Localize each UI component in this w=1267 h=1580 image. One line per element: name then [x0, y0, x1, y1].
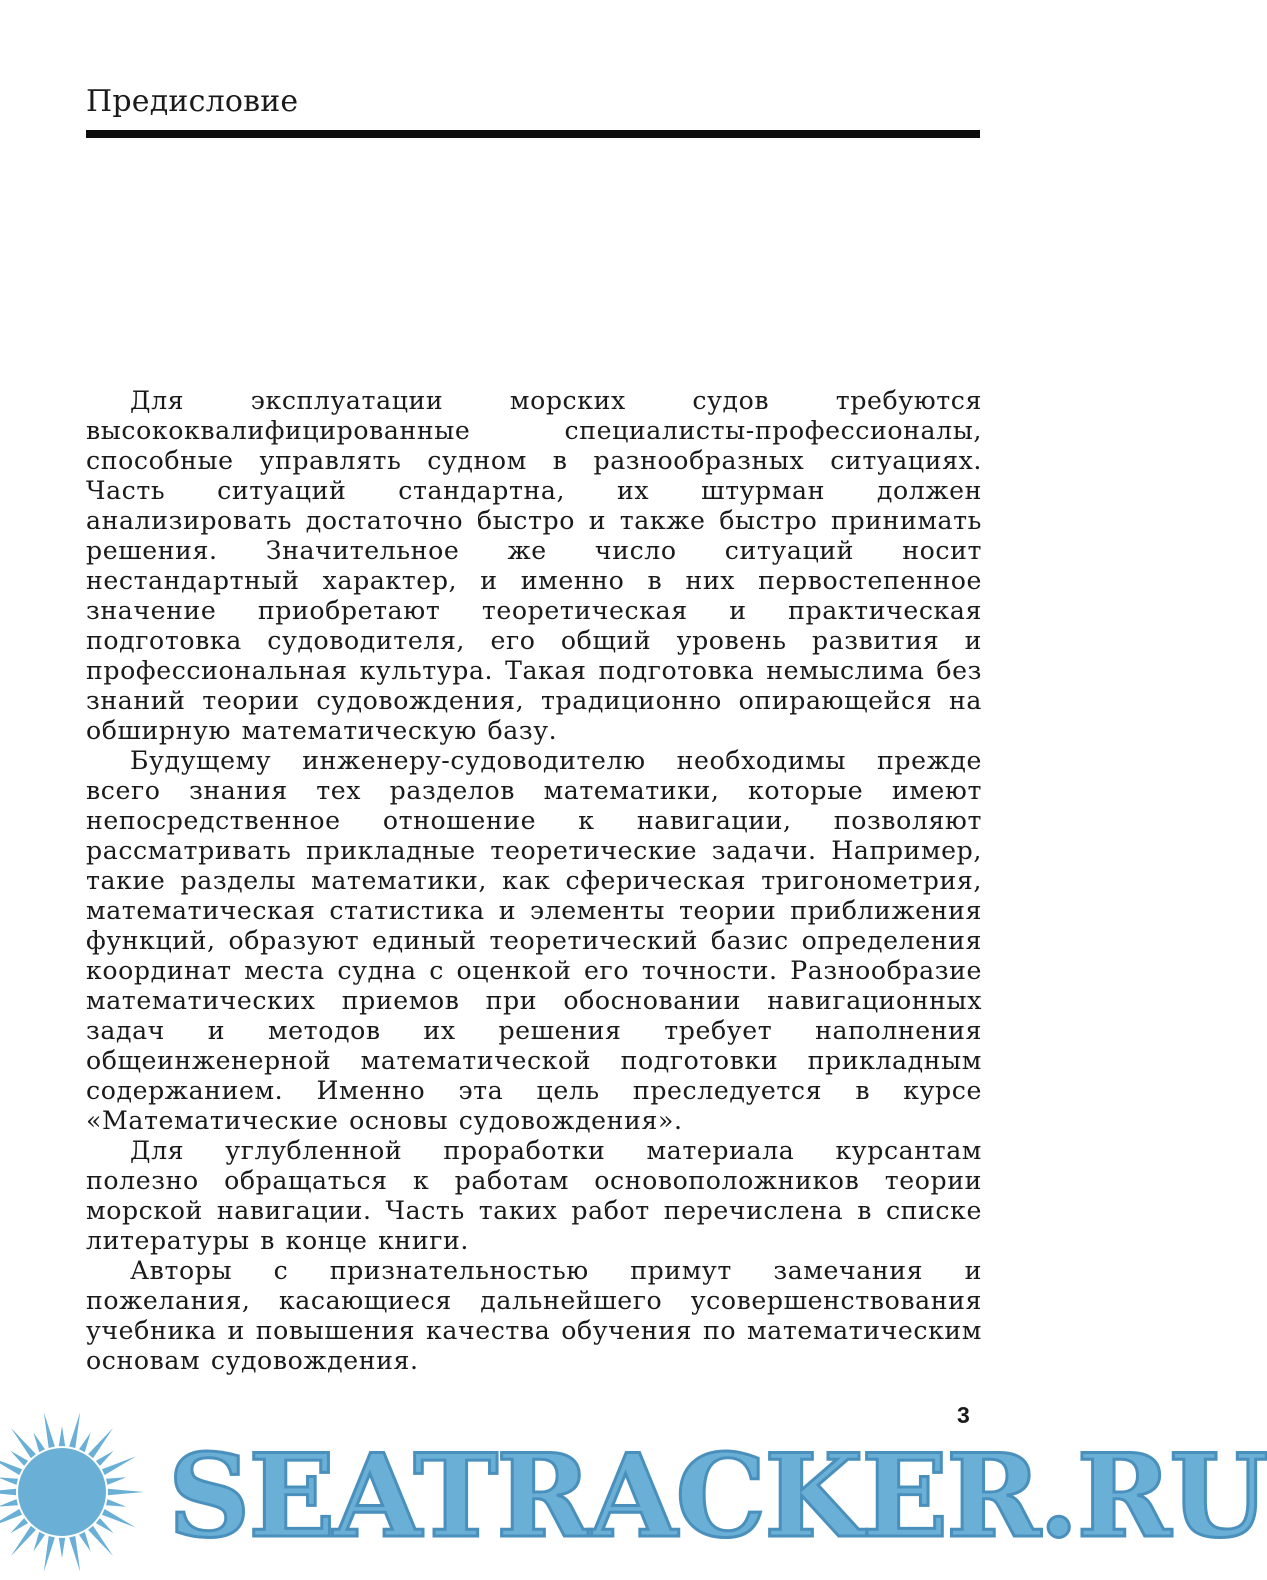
- paragraph-3: Для углубленной проработки материала курсантам полезно обращаться к работам основоположников теории морской навигации. Часть таких работ перечислена в списке литературы в конце книги.: [86, 1136, 982, 1255]
- sun-ray: [59, 1538, 65, 1558]
- sun-ray: [10, 1451, 28, 1466]
- sun-ray: [69, 1412, 80, 1448]
- sun-ray: [106, 1477, 126, 1485]
- sun-ray: [79, 1433, 91, 1453]
- sun-ray: [59, 1426, 65, 1446]
- sun-ray: [0, 1499, 18, 1507]
- sun-ray: [96, 1518, 114, 1533]
- page-title: Предисловие: [86, 84, 299, 119]
- sun-ray: [44, 1412, 55, 1448]
- sun-ray: [108, 1489, 144, 1495]
- preface-body: [86, 386, 982, 1376]
- sun-ray: [102, 1509, 136, 1528]
- sun-ray: [0, 1489, 16, 1495]
- sun-ray: [102, 1456, 136, 1475]
- sun-icon: [0, 1400, 170, 1580]
- watermark-text: SEATRACKER.RU: [168, 1429, 1267, 1563]
- sun-ray: [44, 1536, 55, 1572]
- paragraph-1: Для эксплуатации морских судов требуются высококвалифицированные специалисты-профессионалы, способные управлять судном в разнообразных ситуациях. Часть ситуаций стандартна, их штурман должен анализировать достаточно быстро и также быстро принимать решения. Значительное же число ситуаций носит нестандартный характер, и именно в них первостепенное значение приобретают теоретическая и практическая подготовка судоводителя, его общий уровень развития и профессиональная культура. Такая подготовка немыслима без знаний теории судовождения, традиционно опирающейся на обширную математическую базу.: [86, 386, 982, 745]
- paragraph-4: Авторы с признательностью примут замечания и пожелания, касающиеся дальнейшего усовершенствования учебника и повышения качества обучения по математическим основам судовождения.: [86, 1256, 982, 1375]
- page-number: 3: [957, 1402, 970, 1428]
- paragraph-2: Будущему инженеру-судоводителю необходимы прежде всего знания тех разделов математики, которые имеют непосредственное отношение к навигации, позволяют рассматривать прикладные теоретические задачи. Например, такие разделы математики, как сферическая тригонометрия, математическая статистика и элементы теории приближения функций, образуют единый теоретический базис определения координат места судна с оценкой его точности. Разнообразие математических приемов при обосновании навигационных задач и методов их решения требует наполнения общеинженерной математической подготовки прикладным содержанием. Именно эта цель преследуется в курсе «Математические основы судовождения».: [86, 746, 982, 1135]
- sun-ray: [33, 1433, 45, 1453]
- sun-ray: [79, 1532, 91, 1552]
- sun-ray: [96, 1451, 114, 1466]
- sun-ray: [69, 1536, 80, 1572]
- sun-ray: [33, 1532, 45, 1552]
- sun-ray: [0, 1477, 18, 1485]
- sun-ray: [106, 1499, 126, 1507]
- title-rule: [86, 130, 980, 138]
- sun-ray: [10, 1518, 28, 1533]
